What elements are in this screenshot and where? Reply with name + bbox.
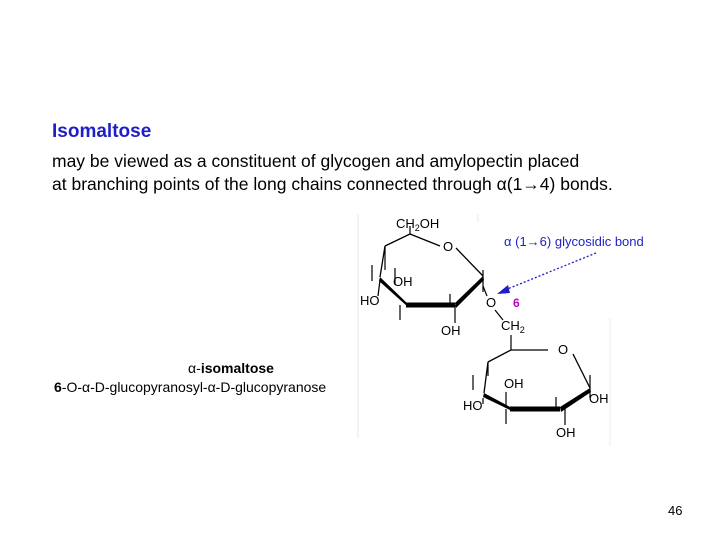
linking-oxygen: O (486, 295, 497, 310)
lower-oh-bottom-label: OH (556, 425, 576, 440)
common-name-prefix: α- (188, 360, 201, 376)
systematic-locant: 6 (54, 379, 62, 395)
systematic-rest: -O-α-D-glucopyranosyl-α-D-glucopyranose (61, 379, 327, 395)
lower-glucose-ring (473, 335, 591, 425)
upper-oh-label: OH (393, 274, 413, 289)
lower-oh-right-label: OH (589, 391, 609, 406)
carbon-6-locant: 6 (513, 296, 520, 310)
upper-oh-bottom-label: OH (441, 323, 461, 338)
upper-ch2oh-label: $CH_2OH$ (396, 216, 440, 233)
description-line-2: at branching points of the long chains connected through α(1→4) bonds. (52, 174, 613, 194)
annotation-arrow (497, 253, 596, 294)
page-number: 46 (668, 503, 683, 518)
slide-title: Isomaltose (52, 121, 152, 142)
upper-glucose-ring (372, 226, 484, 323)
upper-ho-label: HO (360, 293, 380, 308)
glycosidic-bond-annotation: α (1→6) glycosidic bond (504, 234, 644, 249)
common-name-main: isomaltose (200, 360, 274, 376)
lower-ring-oxygen: O (558, 342, 569, 357)
upper-ring-oxygen: O (443, 239, 454, 254)
lower-oh-mid-label: OH (504, 376, 524, 391)
lower-ch2-label: $CH_2$ (501, 318, 525, 335)
description-line-1: may be viewed as a constituent of glycogen and amylopectin placed (52, 151, 580, 171)
lower-ho-label: HO (463, 398, 483, 413)
